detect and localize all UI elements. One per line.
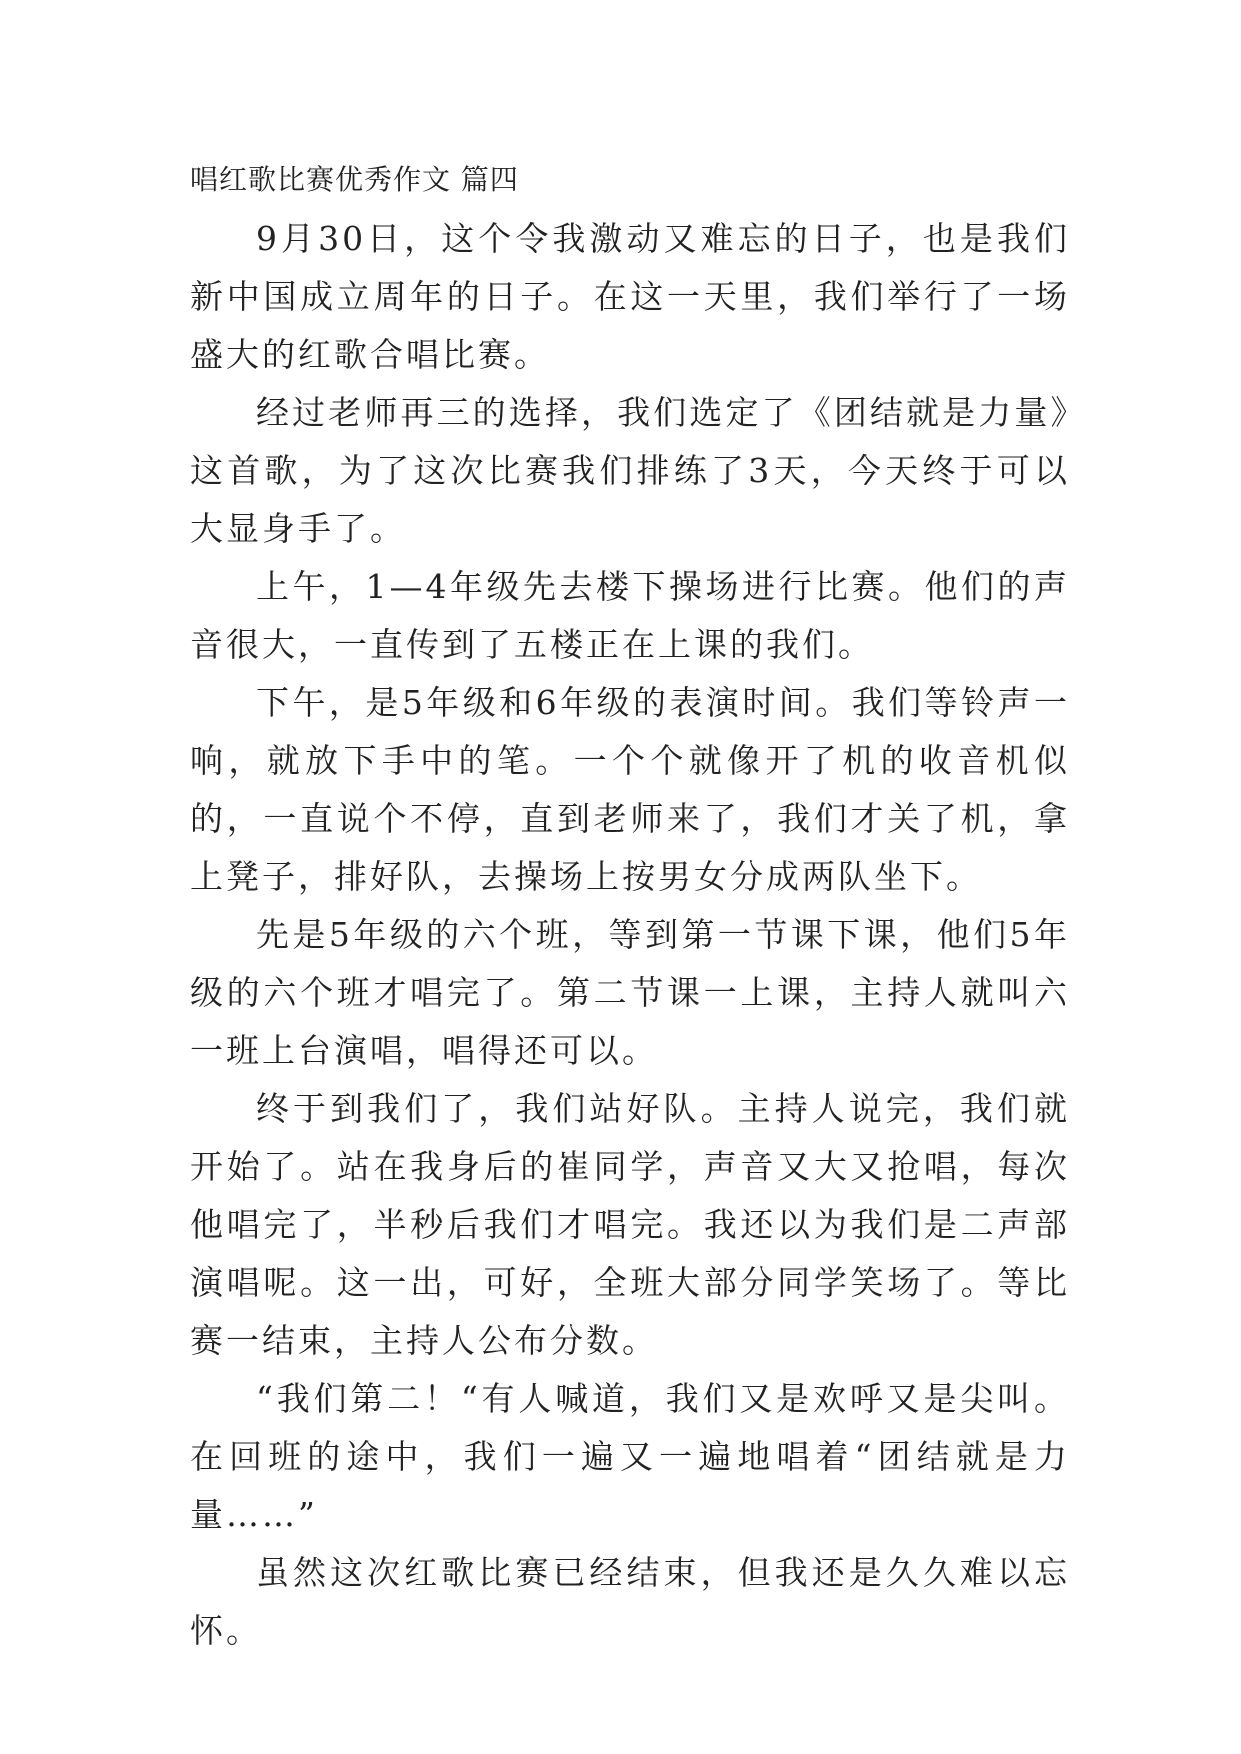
paragraph-1: 9月30日，这个令我激动又难忘的日子，也是我们新中国成立周年的日子。在这一天里，我们举行了一场盛大的红歌合唱比赛。 [190, 219, 1070, 374]
paragraph-3: 上午，1—4年级先去楼下操场进行比赛。他们的声音很大，一直传到了五楼正在上课的我们。 [190, 567, 1070, 664]
paragraph-5: 先是5年级的六个班，等到第一节课下课，他们5年级的六个班才唱完了。第二节课一上课，主持人就叫六一班上台演唱，唱得还可以。 [190, 915, 1070, 1070]
document-page [190, 160, 1070, 1660]
paragraph-4: 下午，是5年级和6年级的表演时间。我们等铃声一响，就放下手中的笔。一个个就像开了机的收音机似的，一直说个不停，直到老师来了，我们才关了机，拿上凳子，排好队，去操场上按男女分成两队坐下。 [190, 683, 1070, 896]
paragraph-7: “我们第二！“有人喊道，我们又是欢呼又是尖叫。在回班的途中，我们一遍又一遍地唱着“团结就是力量……” [190, 1379, 1070, 1534]
paragraph-6: 终于到我们了，我们站好队。主持人说完，我们就开始了。站在我身后的崔同学，声音又大又抢唱，每次他唱完了，半秒后我们才唱完。我还以为我们是二声部演唱呢。这一出，可好，全班大部分同学笑场了。等比赛一结束，主持人公布分数。 [190, 1089, 1070, 1360]
paragraph-2: 经过老师再三的选择，我们选定了《团结就是力量》这首歌，为了这次比赛我们排练了3天，今天终于可以大显身手了。 [190, 393, 1070, 548]
document-title: 唱红歌比赛优秀作文 篇四 [190, 163, 519, 196]
paragraph-8: 虽然这次红歌比赛已经结束，但我还是久久难以忘怀。 [190, 1553, 1070, 1650]
